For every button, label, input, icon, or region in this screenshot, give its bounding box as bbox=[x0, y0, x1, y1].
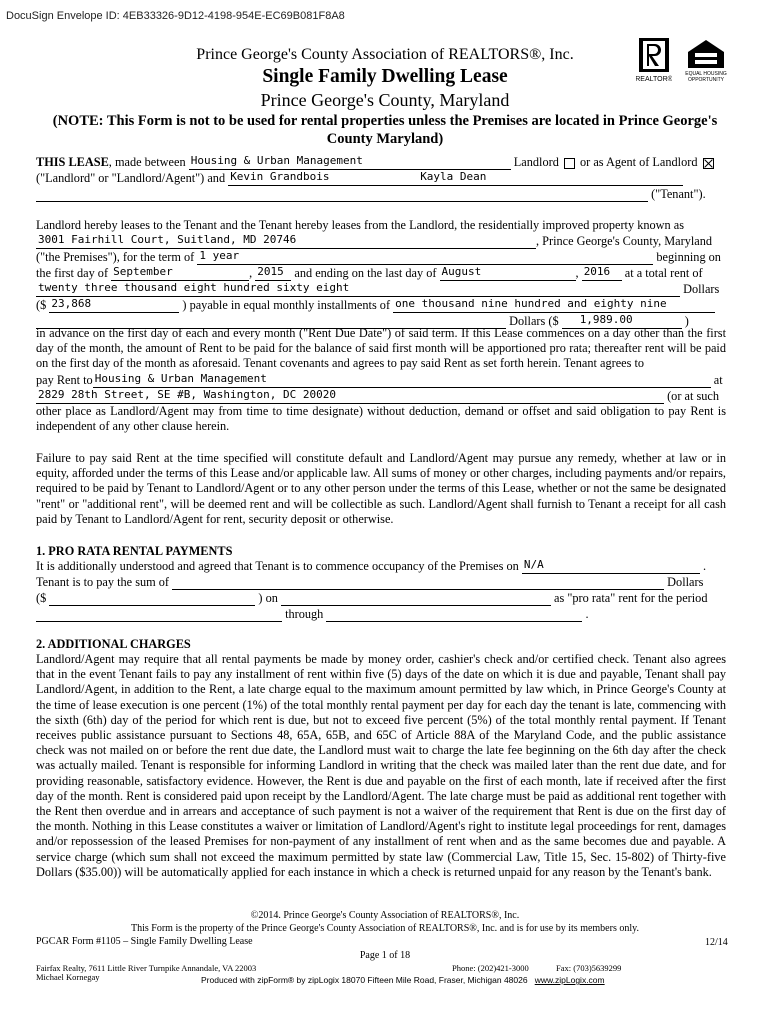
svg-text:EQUAL HOUSING: EQUAL HOUSING bbox=[685, 71, 727, 77]
agent-of-landlord-checkbox[interactable] bbox=[703, 158, 714, 169]
additional-charges-paragraph: Landlord/Agent may require that all rental payments be made by money order, cashier's check and/or certified check. Tenant also agrees that in the event Tenant fails to pay any installment of rent within five (5) days of the date on which it is due and payable, Tenant shall pay Landlord/Agent, in addition to the Rent, a late charge equal to the maximum amount permitted by law which, in Prince George's County at the time of lease execution is one percent (1%) of the total monthly rental payment per day for each day the tenant is late, commencing with the sixth (6th) day of the period for which rent is due, but not to exceed five percent (5%) of the total monthly rental payment. If Tenant receives public assistance pursuant to Sections 48, 65A, 65B, and 65C of Article 88A of the Maryland Code, and the public assistance check was not mailed on or before the rent due date, the Landlord must wait to charge the late fee beginning on the 6th day after the check was actually mailed. Tenant is responsible for informing Landlord in writing that the check was mailed later than the rent due date, and for providing reasonable, satisfactory evidence. However, the Rent is due and payable on the first of each month, late if received after the first day of the month. Rent is considered paid upon receipt by the Landlord/Agent. The late charge must be paid as additional rent together with the Rent then overdue and in arrears and acceptance of such payment is not a waiver of the requirement that Rent is due on the first day of the month. Nothing in this Lease constitutes a waiver or limitation of Landlord/Agent's right to institute legal proceedings for rent, damages and/or repossession of the leased Premises for non-payment of any installment of rent when and as the same becomes due and payable. A service charge (which sum shall not exceed the maximum permitted by state law (Commercial Law, Title 15, Sec. 15-802) of Thirty-five Dollars ($35.00)) will be automatically applied for each instance in which a check is returned unpaid for any reason by the Tenant's bank. bbox=[36, 652, 726, 879]
payee-address-field[interactable]: 2829 28th Street, SE #B, Washington, DC 20020 bbox=[36, 389, 664, 404]
end-month-field[interactable]: August bbox=[440, 266, 576, 281]
property-address-field[interactable]: 3001 Fairhill Court, Suitland, MD 20746 bbox=[36, 234, 536, 249]
realtor-logo bbox=[636, 38, 672, 84]
tenant-names-field[interactable]: Kevin Grandbois Kayla Dean bbox=[228, 171, 683, 186]
term-field[interactable]: 1 year bbox=[197, 250, 653, 265]
rent-amount-field[interactable]: 23,868 bbox=[49, 298, 179, 313]
docusign-envelope-id: DocuSign Envelope ID: 4EB33326-9D12-4198-954E-EC69B081F8A8 bbox=[6, 10, 345, 22]
county-title: Prince George's County, Maryland bbox=[260, 90, 510, 110]
agent-name: Michael Kornegay bbox=[36, 972, 100, 982]
start-month-field[interactable]: September bbox=[111, 266, 249, 281]
org-name: Prince George's County Association of REALTORS®, Inc. bbox=[196, 46, 574, 63]
form-date: 12/14 bbox=[705, 937, 728, 948]
copyright: ©2014. Prince George's County Association of REALTORS®, Inc. bbox=[250, 910, 520, 921]
installment-amount-field[interactable]: 1,989.00 bbox=[562, 314, 682, 329]
landlord-name-field[interactable]: Housing & Urban Management bbox=[189, 155, 511, 170]
phone: Phone: (202)421-3000 bbox=[452, 963, 529, 973]
section-1-heading: 1. PRO RATA RENTAL PAYMENTS bbox=[36, 544, 233, 558]
rent-words-field[interactable]: twenty three thousand eight hundred sixty eight bbox=[36, 282, 680, 297]
period-start-field[interactable] bbox=[36, 607, 282, 622]
equal-housing-logo bbox=[684, 38, 728, 84]
start-year-field[interactable]: 2015 bbox=[255, 266, 291, 281]
landlord-checkbox[interactable] bbox=[564, 158, 575, 169]
pro-rata-date-field[interactable] bbox=[281, 591, 551, 606]
form-title: Single Family Dwelling Lease bbox=[262, 66, 508, 87]
this-lease-label: THIS LEASE bbox=[36, 155, 109, 169]
pro-rata-words-field[interactable] bbox=[172, 575, 664, 590]
ziplogix-link[interactable]: www.zipLogix.com bbox=[534, 975, 605, 985]
broker-info: Fairfax Realty, 7611 Little River Turnpike Annandale, VA 22003 bbox=[36, 963, 257, 973]
tenant-names-field-2[interactable] bbox=[36, 187, 648, 202]
other-place-paragraph: other place as Landlord/Agent may from time to time designate) without deduction, demand or offset and said obligation to pay Rent is independent of any other clause herein. bbox=[36, 404, 726, 434]
payee-field[interactable]: Housing & Urban Management bbox=[93, 373, 711, 388]
zipform-credit: Produced with zipForm® by zipLogix 18070 Fifteen Mile Road, Fraser, Michigan 48026 www.zipLogix.com bbox=[201, 975, 605, 985]
usage-note: (NOTE: This Form is not to be used for rental properties unless the Premises are located in Prince George's County Maryland) bbox=[52, 113, 718, 147]
svg-text:REALTOR®: REALTOR® bbox=[636, 76, 672, 83]
svg-text:OPPORTUNITY: OPPORTUNITY bbox=[687, 77, 725, 83]
occupancy-date-field[interactable]: N/A bbox=[522, 559, 700, 574]
property-notice: This Form is the property of the Prince George's County Association of REALTORS®, Inc. and is for use by its members only. bbox=[131, 923, 639, 934]
default-paragraph: Failure to pay said Rent at the time specified will constitute default and Landlord/Agent may pursue any remedy, whether at law or in equity, afforded under the terms of this Lease and/or applicable law. All sums of money or other charges, including payments and/or repairs, required to be paid by Tenant to Landlord/Agent or to any other person under the terms of this Lease, whether or not the same be designated "rent" or "additional rent", will be deemed rent and will be collectible as such. Landlord/Agent shall furnish to Tenant a receipt for all cash paid by Tenant to Landlord/Agent for rent, security deposit or otherwise. bbox=[36, 451, 726, 526]
period-end-field[interactable] bbox=[326, 607, 582, 622]
pro-rata-amount-field[interactable] bbox=[49, 591, 255, 606]
rent-due-paragraph: in advance on the first day of each and every month ("Rent Due Date") of said term. If this Lease commences on a day other than the first day of the month, the amount of Rent to be paid for the balance of said first month will be apportioned pro rata; thereafter rent will be paid on the first day of the month as aforesaid. Tenant covenants and agrees to pay said Rent as set forth herein. Tenant agrees to bbox=[36, 326, 726, 371]
section-2-heading: 2. ADDITIONAL CHARGES bbox=[36, 637, 191, 651]
installment-words-field[interactable]: one thousand nine hundred and eighty nine bbox=[393, 298, 715, 313]
form-id: PGCAR Form #1105 – Single Family Dwelling Lease bbox=[36, 936, 253, 947]
fax: Fax: (703)5639299 bbox=[556, 963, 622, 973]
page-number: Page 1 of 18 bbox=[359, 950, 411, 961]
end-year-field[interactable]: 2016 bbox=[582, 266, 622, 281]
